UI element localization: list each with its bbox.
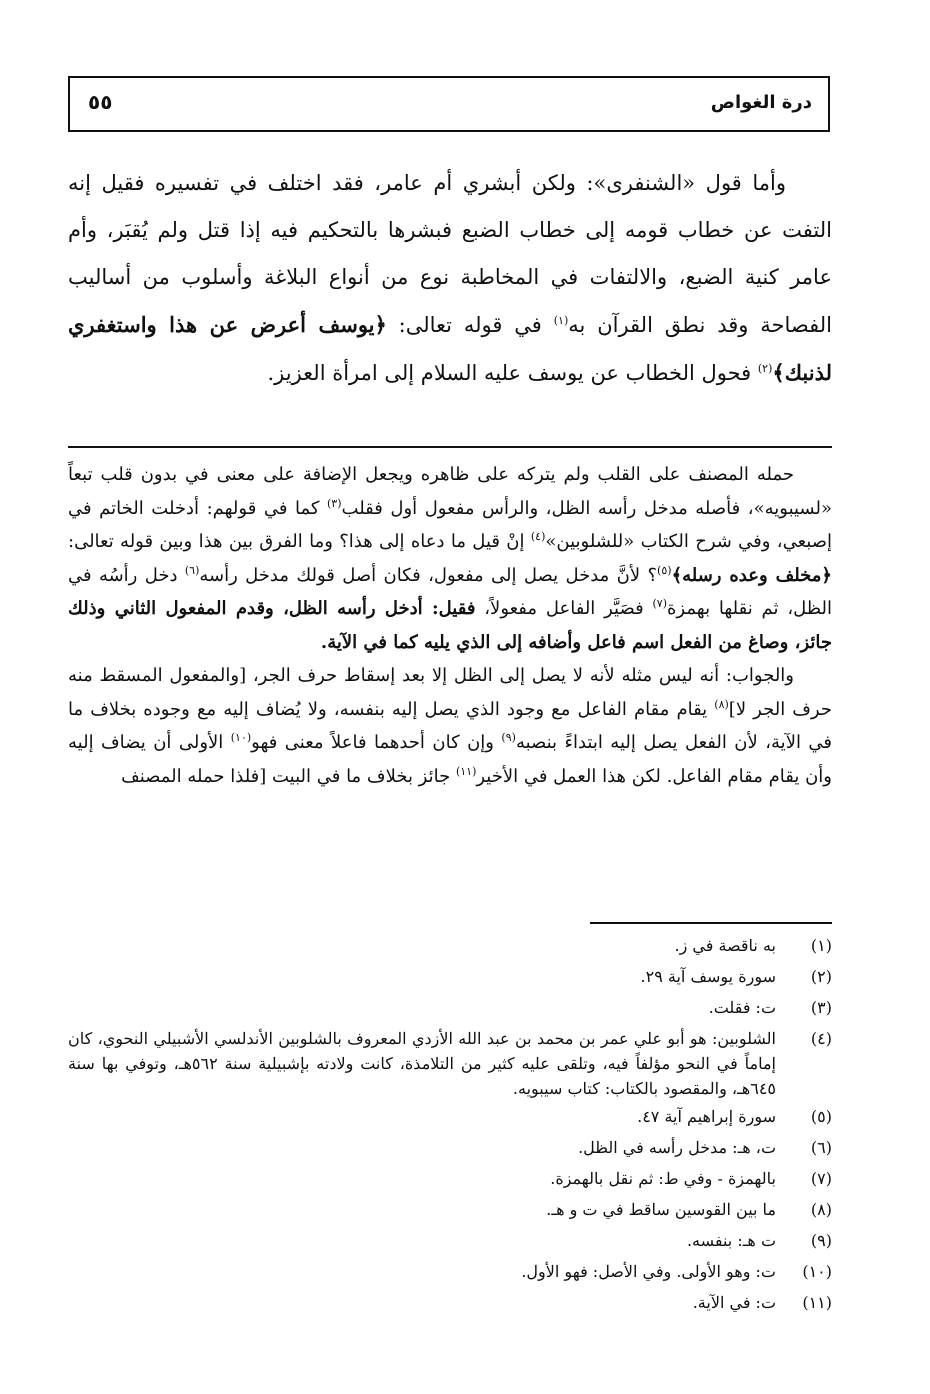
footnote-divider <box>590 922 832 924</box>
footnote-number: (٧) <box>810 1169 832 1188</box>
footnote-item <box>68 1023 832 1101</box>
commentary-paragraph <box>68 458 832 659</box>
commentary-run: كما في قولهم: أدخلت الخاتم في إصبعي، وفي شرح الكتاب «للشلوبين» <box>68 497 833 552</box>
footnote-number: (١) <box>810 936 832 955</box>
footnote-ref: (٤) <box>530 530 546 543</box>
section-divider <box>68 446 832 448</box>
footnote-text: ما بين القوسين ساقط في ت و هـ. <box>546 1200 776 1219</box>
commentary-run: الأولى أن يضاف إليه وأن يقام مقام الفاعل. لكن هذا العمل في الأخير <box>68 732 832 787</box>
footnote-number: (٥) <box>810 1107 832 1126</box>
footnote-text: ت: في الآية. <box>692 1293 776 1312</box>
footnote-number: (٤) <box>810 1029 832 1048</box>
commentary-run: ؟ لأنَّ مدخل يصل إلى مفعول، فكان أصل قولك مدخل رأسه <box>199 564 658 586</box>
footnote-item <box>68 1287 832 1318</box>
footnote-ref: (١) <box>553 314 569 327</box>
main-text-run: فحول الخطاب عن يوسف عليه السلام إلى امرأة العزيز. <box>267 361 758 385</box>
page-number: ٥٥ <box>88 90 113 114</box>
commentary-bold-run: فقيل: أدخل رأسه الظل، وقدم المفعول الثاني وذلك جائز، وصاغ من الفعل اسم فاعل وأضافه إلى الذي يليه كما في الآية. <box>68 598 832 653</box>
commentary-run: وإن كان أحدهما فاعلاً معنى فهو <box>251 732 502 753</box>
footnote-text: بالهمزة - وفي ط: ثم نقل بالهمزة. <box>550 1169 776 1188</box>
footnote-number: (١١) <box>802 1293 832 1312</box>
footnote-ref: (٣) <box>327 496 342 510</box>
commentary-run: حمله المصنف على القلب ولم يتركه على ظاهره ويجعل الإضافة على معنى في بدون قلب تبعاً «لسيبويه»، فأصله مدخل رأسه الظل، والرأس مفعول أول فقلب <box>68 464 832 519</box>
running-header <box>68 76 830 132</box>
main-text-run: في قوله تعالى: <box>386 313 554 337</box>
footnote-number: (٣) <box>810 998 832 1017</box>
commentary-paragraph <box>68 659 832 793</box>
footnote-text: ت هـ: بنفسه. <box>686 1231 776 1250</box>
footnote-ref: (٩) <box>501 731 516 744</box>
footnote-ref: (٧) <box>652 597 667 610</box>
footnote-ref: (١٠) <box>230 731 252 744</box>
footnote-ref: (١١) <box>455 764 477 778</box>
quran-verse: ﴿يوسف أعرض عن هذا واستغفري لذنبك﴾ <box>68 312 832 385</box>
footnote-item <box>68 1132 832 1163</box>
footnote-item <box>68 1225 832 1256</box>
commentary-run: جائز بخلاف ما في البيت [فلذا حمله المصنف <box>121 765 456 787</box>
running-header-title: درة الغواص <box>710 92 812 113</box>
footnote-ref: (٦) <box>184 563 200 577</box>
footnote-item <box>68 1101 832 1132</box>
footnote-number: (٩) <box>810 1231 832 1250</box>
footnote-text: سورة إبراهيم آية ٤٧. <box>637 1107 776 1126</box>
footnote-ref: (٨) <box>714 697 729 711</box>
main-body-text <box>68 160 832 397</box>
footnote-text: به ناقصة في ز. <box>674 936 776 955</box>
footnote-text: الشلوبين: هو أبو علي عمر بن محمد بن عبد الله الأزدي المعروف بالشلوبين الأندلسي الأشبيلي النحوي، كان إماماً في النحو مؤلفاً فيه، وتلقى عليه كثير من التلامذة، كانت ولادته بإشبيلية سنة ٥٦٢هـ، وتوفي بها سنة ٦٤٥هـ، والمقصود بالكتاب: كتاب سيبويه. <box>68 1029 776 1098</box>
footnote-item <box>68 1256 832 1287</box>
commentary-run: إنْ قيل ما دعاه إلى هذا؟ وما الفرق بين هذا وبين قوله تعالى: <box>68 531 531 552</box>
footnote-number: (٢) <box>810 967 832 986</box>
footnote-text: ت: وهو الأولى. وفي الأصل: فهو الأول. <box>521 1262 776 1281</box>
commentary-run: فصَيَّر الفاعل مفعولاً، <box>475 598 653 619</box>
footnote-ref: (٢) <box>757 362 773 375</box>
footnote-item <box>68 1194 832 1225</box>
footnote-item <box>68 961 832 992</box>
commentary-text <box>68 458 832 793</box>
commentary-run: دخل رأسُه في الظل، ثم نقلها بهمزة <box>68 564 833 619</box>
footnote-text: سورة يوسف آية ٢٩. <box>640 967 776 986</box>
footnote-number: (٨) <box>810 1200 832 1219</box>
quran-verse: ﴿مخلف وعده رسله﴾ <box>671 564 832 586</box>
footnote-text: ت: فقلت. <box>708 998 776 1017</box>
footnote-number: (١٠) <box>802 1262 832 1281</box>
footnote-ref: (٥) <box>657 563 672 577</box>
footnote-number: (٦) <box>810 1138 832 1157</box>
footnote-item <box>68 992 832 1023</box>
commentary-run: يقام مقام الفاعل مع وجود الذي يصل إليه بنفسه، ولا يُضاف إليه مع وجوده بخلاف ما في الآية، لأن الفعل يصل إليه ابتداءً بنصبه <box>68 698 832 753</box>
footnote-item <box>68 1163 832 1194</box>
commentary-run: والجواب: أنه ليس مثله لأنه لا يصل إلى الظل إلا بعد إسقاط حرف الجر، [والمفعول المسقط منه حرف الجر لا] <box>68 665 832 720</box>
footnotes-list <box>68 930 832 1318</box>
footnote-text: ت، هـ: مدخل رأسه في الظل. <box>578 1138 776 1157</box>
main-paragraph <box>68 160 832 397</box>
footnote-item <box>68 930 832 961</box>
main-text-run: وأما قول «الشنفرى»: ولكن أبشري أم عامر، فقد اختلف في تفسيره فقيل إنه التفت عن خطاب قومه إلى خطاب الضبع فبشرها بالتحكيم فيه إذا قتل ولم يُقبَر، وأم عامر كنية الضبع، والالتفات في المخاطبة نوع من أنواع البلاغة وأسلوب من أساليب الفصاحة وقد نطق القرآن به <box>68 171 832 337</box>
